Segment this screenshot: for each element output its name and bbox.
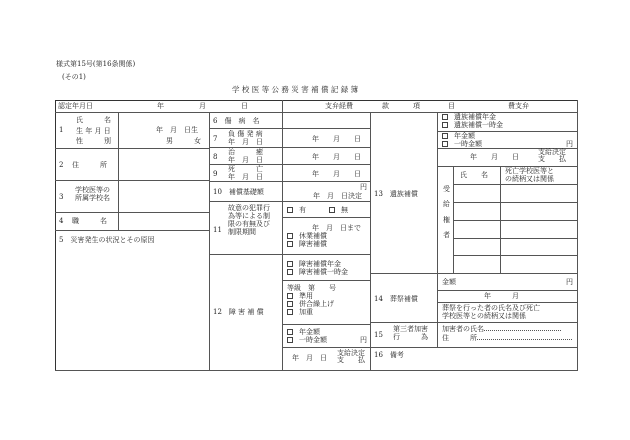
third-party-label: 第三者加害 行 為 <box>393 325 428 342</box>
leave-compensation-label: 休業補償 <box>299 232 327 240</box>
cure-date-label: 治 癒 年 月 日 <box>228 148 263 165</box>
grade-field[interactable]: 等級 第 号 <box>287 284 336 292</box>
death-date-value[interactable]: 年 月 日 <box>312 170 361 178</box>
item-1-number: 1 <box>59 126 64 134</box>
beneficiary-name-cell[interactable] <box>454 239 501 256</box>
survivor-pension-checkbox[interactable] <box>442 113 496 121</box>
item-2-number: 2 <box>59 161 64 169</box>
survivor-pay-status: 支給決定 支 払 <box>538 148 566 163</box>
perpetrator-name-field[interactable] <box>442 325 561 333</box>
item-15-number: 15 <box>374 331 383 339</box>
survivor-pension-label: 遺族補償年金 <box>454 113 496 121</box>
disaster-circumstances-label: 5 災害発生の状況とその原因 <box>59 236 155 244</box>
item-11-number: 11 <box>213 226 222 234</box>
survivor-pay-date[interactable]: 年 月 日 <box>470 153 519 161</box>
survivor-lump-label: 遺族補償一時金 <box>454 121 503 129</box>
cure-date-value[interactable]: 年 月 日 <box>312 153 361 161</box>
survivor-pension-amount-label: 年金額 <box>454 132 475 140</box>
disease-name-label: 6 傷 病 名 <box>213 117 260 125</box>
expense-label: 支弁経費 <box>325 102 353 110</box>
apply-label: 準用 <box>299 292 313 300</box>
death-date-label: 死 亡 年 月 日 <box>228 165 263 182</box>
funeral-section-label: 14 葬祭補償 <box>374 295 418 303</box>
base-amount-yen: 円 <box>360 183 367 191</box>
restriction-no-checkbox[interactable] <box>329 206 348 214</box>
yes-label: 有 <box>299 206 306 214</box>
disability-compensation-label: 障害補償 <box>299 240 327 248</box>
item-7-number: 7 <box>213 135 218 143</box>
form-number: 様式第15号(第16条関係) <box>56 60 136 68</box>
aggravation-checkbox[interactable] <box>287 308 313 316</box>
lump-amount-checkbox[interactable] <box>287 336 327 344</box>
beneficiary-relation-header: 死亡学校医等と の続柄又は関係 <box>505 167 554 184</box>
survivor-lump-amount-checkbox[interactable] <box>442 140 482 148</box>
aggravation-label: 加重 <box>299 308 313 316</box>
perpetrator-name-label: 加害者の氏名 <box>442 325 484 333</box>
school-label: 学校医等の 所属学校名 <box>75 186 110 203</box>
item-9-number: 9 <box>213 170 218 178</box>
kan-label: 款 <box>382 102 389 110</box>
beneficiary-label: 受 給 権 者 <box>443 185 450 240</box>
perpetrator-address-label: 住 所 <box>442 334 477 342</box>
perpetrator-address-field[interactable] <box>442 334 572 342</box>
address-label: 住 所 <box>72 161 107 169</box>
beneficiary-name-cell[interactable] <box>454 256 501 274</box>
beneficiary-name-cell[interactable] <box>454 203 501 221</box>
birth-date-value[interactable]: 年 月 日生 <box>156 126 198 134</box>
survivor-lump-checkbox[interactable] <box>442 121 503 129</box>
injury-date-value[interactable]: 年 月 日 <box>312 135 361 143</box>
survivor-pension-amount-checkbox[interactable] <box>442 132 475 140</box>
no-label: 無 <box>341 206 348 214</box>
survivor-lump-amount-label: 一時金額 <box>454 140 482 148</box>
base-amount-decided-date[interactable]: 年 月 日決定 <box>313 192 362 200</box>
disability-pension-label: 障害補償年金 <box>299 260 341 268</box>
funeral-performer-label: 葬祭を行った者の氏名及び死亡 学校医等との続柄又は関係 <box>442 304 540 321</box>
lump-yen: 円 <box>360 336 367 344</box>
beneficiary-relation-cell[interactable] <box>501 185 578 203</box>
pension-amount-label: 年金額 <box>299 328 320 336</box>
sex-value[interactable]: 男 女 <box>166 137 201 145</box>
expense-type-label: 費支弁 <box>508 102 529 110</box>
funeral-yen: 円 <box>566 278 573 286</box>
beneficiary-relation-cell[interactable] <box>501 239 578 256</box>
funeral-amount-label: 金額 <box>442 278 456 286</box>
base-amount-label: 10 補償基礎額 <box>213 188 264 196</box>
injury-date-label: 負 傷 発 病 年 月 日 <box>228 130 263 147</box>
disability-lump-label: 障害補償一時金 <box>299 268 348 276</box>
job-title-label: 職 名 <box>72 217 107 225</box>
combined-label: 併合繰上げ <box>299 300 334 308</box>
disability-pay-status: 支給決定 支 払 <box>337 349 365 364</box>
restriction-yes-checkbox[interactable] <box>287 206 306 214</box>
beneficiary-name-header: 氏 名 <box>460 171 488 179</box>
lump-amount-label: 一時金額 <box>299 336 327 344</box>
beneficiary-relation-cell[interactable] <box>501 203 578 221</box>
apply-mutatis-checkbox[interactable] <box>287 292 313 300</box>
disability-pay-date[interactable]: 年 月 日 <box>292 354 327 362</box>
leave-compensation-checkbox[interactable] <box>287 232 327 240</box>
moku-label: 目 <box>448 102 455 110</box>
combined-raise-checkbox[interactable] <box>287 300 334 308</box>
survivor-section-label: 13 遺族補償 <box>374 190 418 198</box>
item-3-number: 3 <box>59 193 64 201</box>
approval-date-label: 認定年月日 <box>58 102 93 110</box>
approval-date-value[interactable]: 年 月 日 <box>157 102 248 110</box>
item-8-number: 8 <box>213 153 218 161</box>
pension-amount-checkbox[interactable] <box>287 328 320 336</box>
kou-label: 項 <box>413 102 420 110</box>
remarks-label: 16 備考 <box>374 351 404 359</box>
item-4-number: 4 <box>59 217 64 225</box>
disability-pension-checkbox[interactable] <box>287 260 341 268</box>
restriction-until-date[interactable]: 年 月 日まで <box>312 224 361 232</box>
beneficiary-relation-cell[interactable] <box>501 256 578 274</box>
disability-section-label: 12 障 害 補 償 <box>213 308 264 316</box>
survivor-yen: 円 <box>566 140 573 148</box>
disability-lump-checkbox[interactable] <box>287 268 348 276</box>
disability-compensation-checkbox[interactable] <box>287 240 327 248</box>
beneficiary-name-cell[interactable] <box>454 221 501 239</box>
beneficiary-name-cell[interactable] <box>454 185 501 203</box>
beneficiary-relation-cell[interactable] <box>501 221 578 239</box>
form-title: 学 校 医 等 公 務 災 害 補 償 記 録 簿 <box>232 85 359 94</box>
funeral-date[interactable]: 年 月 <box>484 292 519 300</box>
restriction-label: 故意の犯罪行 為等による制 限の有無及び 制限期間 <box>228 204 270 237</box>
item-1-label: 氏 名 生 年 月 日 性 別 <box>76 116 111 145</box>
form-part: (その1) <box>62 73 86 81</box>
